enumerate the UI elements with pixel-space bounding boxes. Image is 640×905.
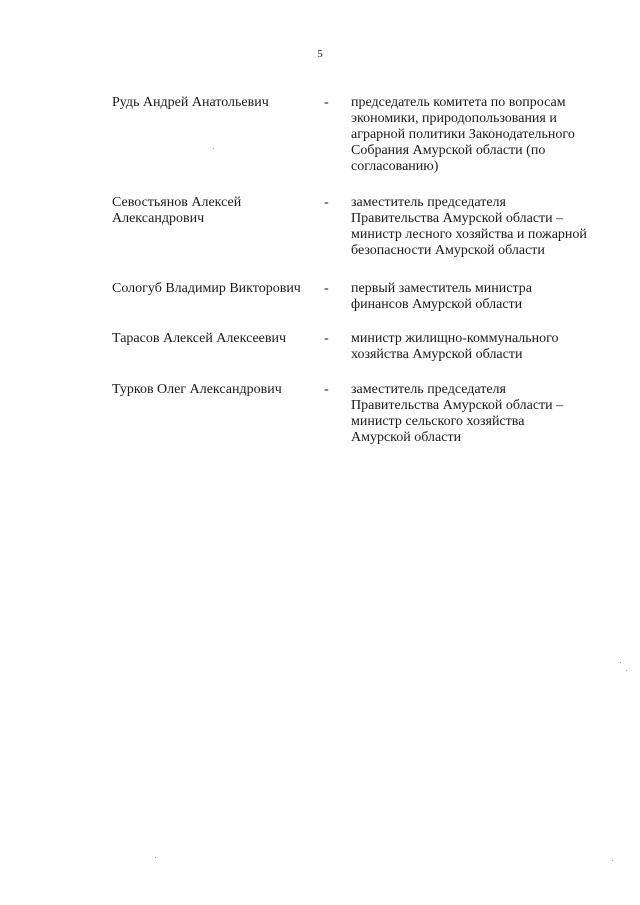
member-position-line: первый заместитель министра — [351, 281, 532, 296]
member-row — [112, 95, 604, 175]
separator-dash: - — [324, 331, 329, 346]
scan-speck — [155, 857, 156, 858]
member-position-line: Правительства Амурской области – — [351, 211, 564, 226]
member-name — [112, 195, 324, 227]
scan-speck — [626, 670, 627, 671]
member-position-line: заместитель председателя — [351, 195, 506, 210]
member-name-line: Севостьянов Алексей — [112, 195, 242, 210]
member-position-line: аграрной политики Законодательного — [351, 127, 575, 142]
member-row — [112, 195, 604, 259]
member-row — [112, 382, 604, 446]
member-name — [112, 95, 324, 111]
member-name-line: Турков Олег Александрович — [112, 382, 282, 397]
member-position-line: заместитель председателя — [351, 382, 506, 397]
member-position-line: министр сельского хозяйства — [351, 414, 525, 429]
member-position — [351, 95, 604, 175]
member-name — [112, 281, 324, 297]
member-position-line: министр жилищно-коммунального — [351, 331, 559, 346]
scan-speck — [620, 662, 621, 663]
member-position-line: Правительства Амурской области – — [351, 398, 564, 413]
member-position-line: согласованию) — [351, 159, 439, 174]
separator-dash: - — [324, 281, 329, 296]
member-name-line: Тарасов Алексей Алексеевич — [112, 331, 287, 346]
member-name-line: Александрович — [112, 211, 205, 226]
member-name — [112, 382, 324, 398]
scan-speck — [213, 148, 214, 149]
separator-dash: - — [324, 95, 329, 110]
member-position-line: Собрания Амурской области (по — [351, 143, 546, 158]
separator-dash: - — [324, 382, 329, 397]
member-row — [112, 281, 604, 313]
member-position — [351, 281, 604, 313]
member-position — [351, 195, 604, 259]
page-number: 5 — [317, 48, 323, 60]
member-position-line: финансов Амурской области — [351, 297, 523, 312]
member-position-line: Амурской области — [351, 430, 462, 445]
member-row — [112, 331, 604, 363]
member-position-line: хозяйства Амурской области — [351, 347, 523, 362]
scan-speck — [612, 860, 613, 861]
member-position — [351, 331, 604, 363]
member-name-line: Сологуб Владимир Викторович — [112, 281, 301, 296]
separator-dash: - — [324, 195, 329, 210]
member-position-line: председатель комитета по вопросам — [351, 95, 566, 110]
member-name-line: Рудь Андрей Анатольевич — [112, 95, 269, 110]
member-position-line: министр лесного хозяйства и пожарной — [351, 227, 587, 242]
member-list — [112, 95, 604, 446]
member-name — [112, 331, 324, 347]
member-position-line: экономики, природопользования и — [351, 111, 557, 126]
member-position-line: безопасности Амурской области — [351, 243, 545, 258]
member-position — [351, 382, 604, 446]
